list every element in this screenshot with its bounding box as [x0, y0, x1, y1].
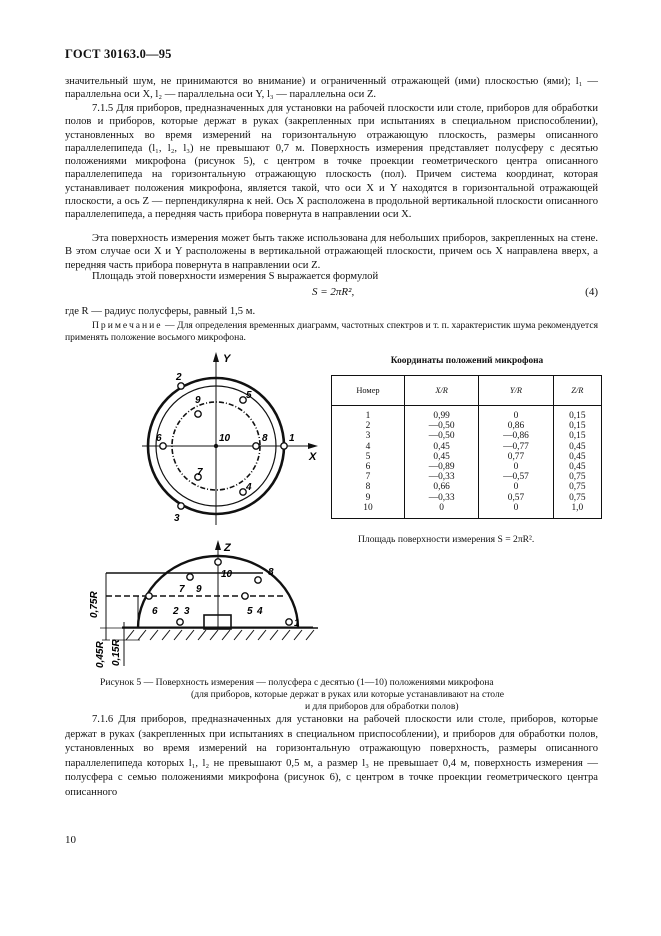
- side-point-label-1: 1: [294, 618, 300, 629]
- table-row: [332, 442, 602, 452]
- table-cell: —0,86: [479, 431, 553, 441]
- figure-caption-line-3: и для приборов для обработки полов): [305, 701, 459, 712]
- note-body: — Для определения временных диаграмм, частотных спектров и т. п. характеристик шума рекомендуется применять положение восьмого микрофона.: [65, 320, 598, 343]
- table-area-note: Площадь поверхности измерения S = 2πR².: [358, 534, 535, 545]
- table-cell: 3: [332, 431, 405, 441]
- figure-caption-line-1: Рисунок 5 — Поверхность измерения — полусфера с десятью (1—10) положениями микрофона: [100, 677, 494, 688]
- column-header-z: Z/R: [553, 376, 601, 406]
- table-cell: 0,66: [404, 482, 478, 492]
- document-header: ГОСТ 30163.0—95: [65, 47, 172, 61]
- dimension-045R-label: 0,45R: [95, 641, 106, 668]
- table-title: Координаты положений микрофона: [390, 356, 544, 366]
- table-cell: 0,99: [404, 406, 478, 422]
- top-point-label-5: 5: [246, 390, 252, 401]
- table-row: [332, 472, 602, 482]
- table-header-row: [332, 376, 602, 406]
- coordinates-table: [331, 375, 602, 519]
- table-cell: 5: [332, 452, 405, 462]
- table-cell: —0,89: [404, 462, 478, 472]
- axis-z-label: Z: [224, 542, 231, 554]
- table-cell: 7: [332, 472, 405, 482]
- side-point-label-9: 9: [196, 584, 202, 595]
- paragraph-continuation: значительный шум, не принимаются во внимание) и ограниченный отражающей (ими) плоскостью (ями); l₁ — параллельна оси X, l₂ — параллельна оси Y, l₃ — параллельна оси Z.: [65, 76, 598, 101]
- table-cell: 4: [332, 442, 405, 452]
- side-point-label-4: 4: [257, 606, 263, 617]
- side-point-label-6: 6: [152, 606, 158, 617]
- table-cell: 0,86: [479, 421, 553, 431]
- table-cell: 0,15: [553, 421, 601, 431]
- table-cell: —0,50: [404, 431, 478, 441]
- table-cell: 0,75: [553, 493, 601, 503]
- top-point-label-4: 4: [246, 482, 252, 493]
- side-point-label-10: 10: [221, 569, 233, 580]
- top-point-label-10: 10: [219, 433, 231, 444]
- table-cell: 10: [332, 503, 405, 519]
- table-cell: 0,15: [553, 406, 601, 422]
- table-row: [332, 431, 602, 441]
- top-point-label-7: 7: [197, 467, 203, 478]
- table-row: [332, 503, 602, 519]
- table-cell: 0: [479, 406, 553, 422]
- column-header-number: Номер: [332, 376, 405, 406]
- table-cell: 1: [332, 406, 405, 422]
- table-row: [332, 452, 602, 462]
- column-header-x: X/R: [404, 376, 478, 406]
- top-point-label-1: 1: [289, 433, 295, 444]
- table-cell: —0,77: [479, 442, 553, 452]
- table-cell: 2: [332, 421, 405, 431]
- table-cell: 0,45: [553, 452, 601, 462]
- table-cell: 6: [332, 462, 405, 472]
- formula: S = 2πR²,: [312, 286, 355, 298]
- table-cell: 0,45: [553, 442, 601, 452]
- table-cell: 0,45: [404, 452, 478, 462]
- side-point-label-8: 8: [268, 567, 274, 578]
- top-point-label-6: 6: [156, 433, 162, 444]
- note-head: Примечание: [92, 320, 163, 331]
- figure-caption: [100, 677, 600, 713]
- table-cell: —0,33: [404, 493, 478, 503]
- table-row: [332, 493, 602, 503]
- table-cell: 0: [479, 482, 553, 492]
- table-row: [332, 421, 602, 431]
- page-number: 10: [65, 834, 76, 846]
- table-cell: —0,33: [404, 472, 478, 482]
- table-cell: 0: [479, 503, 553, 519]
- top-point-label-8: 8: [262, 433, 268, 444]
- axis-x-label: X: [309, 451, 317, 463]
- paragraph-7-1-6-text: 7.1.6 Для приборов, предназначенных для установки на рабочей плоскости или столе, приборов, которые держат в руках (закрепленных при испытаниях в специальном приспособлении), и приборов для обработки полов, установленных во время измерений на горизонтальную отражающую поверхность, размеры описанного параллелепипеда которых l₁, l₂ не превышают 0,5 м, а размер l₃ не превышает 0,4 м, поверхность измерения — полусфера с семью положениями микрофона (рисунок 6), с центром в точке проекции геометрического центра описанного: [65, 714, 598, 798]
- table-cell: 0: [404, 503, 478, 519]
- table-cell: 0,77: [479, 452, 553, 462]
- top-point-label-9: 9: [195, 395, 201, 406]
- paragraph-formula-intro-text: Площадь этой поверхности измерения S выражается формулой: [92, 271, 379, 282]
- side-point-label-2: 2: [173, 606, 179, 617]
- top-point-label-3: 3: [174, 513, 180, 524]
- axis-y-label: Y: [223, 353, 231, 365]
- table-row: [332, 462, 602, 472]
- table-cell: 0: [479, 462, 553, 472]
- table-cell: —0,50: [404, 421, 478, 431]
- table-cell: 0,75: [553, 472, 601, 482]
- formula-number: (4): [585, 286, 598, 298]
- side-point-label-3: 3: [184, 606, 190, 617]
- table-cell: —0,57: [479, 472, 553, 482]
- table-cell: 0,45: [553, 462, 601, 472]
- table-cell: 0,75: [553, 482, 601, 492]
- table-row: [332, 482, 602, 492]
- side-point-label-5: 5: [247, 606, 253, 617]
- paragraph-radius: где R — радиус полусферы, равный 1,5 м.: [65, 306, 256, 317]
- table-cell: 0,45: [404, 442, 478, 452]
- paragraph-7-1-6: [65, 713, 598, 801]
- table-cell: 9: [332, 493, 405, 503]
- paragraph-7-1-5-text: 7.1.5 Для приборов, предназначенных для установки на рабочей плоскости или столе, приборов для обработки полов и приборов, которые держат в руках (закрепленных при испытаниях в специальном приспособлении), установленных во время измерений на горизонтальную отражающую плоскость, размеры описанного параллелепипеда (l₁, l₂, l₃) не превышают 0,7 м. Поверхность измерения представляет полусферу с десятью положениями микрофона (рисунок 5), с центром в точке проекции геометрического центра описанного параллелепипеда на горизонтальную отражающую плоскость (пол). Причем система координат, которая устанавливает положения микрофона, является такой, что оси X и Y находятся в горизонтальной отражающей плоскости, а ось Z — перпендикулярна к ней. Ось X расположена в продольной вертикальной плоскости описанного параллелепипеда, а передняя часть прибора повернута в направлении оси X.: [65, 103, 598, 221]
- paragraph-wall-mount-text: Эта поверхность измерения может быть также использована для небольших приборов, закрепленных на стене. В этом случае оси X и Y расположены в вертикальной отражающей плоскости, причем ось X направлена вверх, а передняя часть прибора повернута в направлении оси Z.: [65, 233, 598, 271]
- table-cell: 8: [332, 482, 405, 492]
- table-row: [332, 406, 602, 422]
- side-point-label-7: 7: [179, 584, 185, 595]
- figure-caption-line-2: (для приборов, которые держат в руках или которые устанавливают на столе: [191, 689, 504, 700]
- top-point-label-2: 2: [176, 372, 182, 383]
- dimension-075R-label: 0,75R: [89, 591, 100, 618]
- table-cell: 1,0: [553, 503, 601, 519]
- table-cell: 0,15: [553, 431, 601, 441]
- table-cell: 0,57: [479, 493, 553, 503]
- dimension-015R-label: 0,15R: [111, 639, 122, 666]
- column-header-y: Y/R: [479, 376, 553, 406]
